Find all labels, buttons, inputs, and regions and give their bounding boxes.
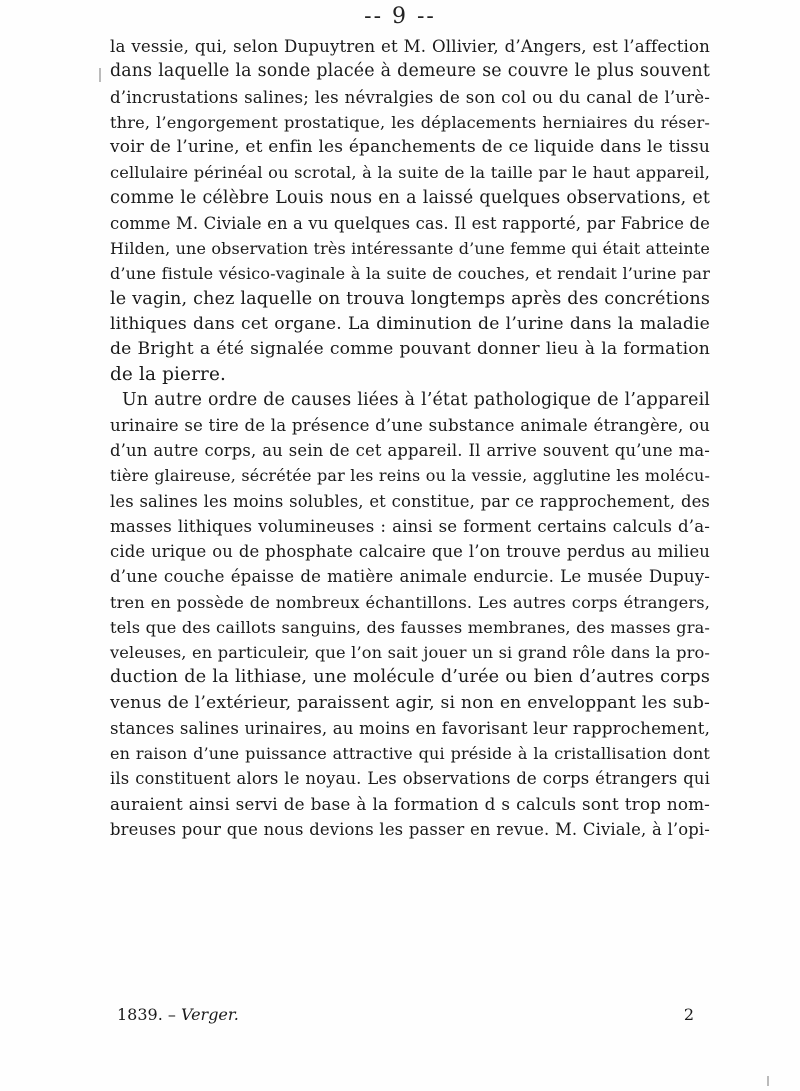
- text-line: lithiques dans cet organe. La diminution de l’urine dans la maladie: [110, 313, 710, 334]
- text-line: Hilden, une observation très intéressante d’une femme qui était atteinte: [110, 239, 711, 258]
- text-line: veleuses, en particuleir, que l’on sait jouer un si grand rôle dans la pro-: [110, 643, 710, 662]
- text-line: breuses pour que nous devions les passer en revue. M. Civiale, à l’opi-: [110, 819, 710, 839]
- text-line: tren en possède de nombreux échantillons. Les autres corps étrangers,: [110, 592, 710, 612]
- text-line: tels que des caillots sanguins, des fausses membranes, des masses gra-: [110, 617, 710, 637]
- paragraph-start-line: Un autre ordre de causes liées à l’état pathologique de l’appareil: [122, 389, 710, 410]
- text-line: d’une couche épaisse de matière animale endurcie. Le musée Dupuy-: [110, 567, 710, 587]
- text-line: thre, l’engorgement prostatique, les déplacements herniaires du réser-: [110, 112, 710, 132]
- page-footer: [117, 1003, 694, 1027]
- text-line: venus de l’extérieur, paraissent agir, si non en enveloppant les sub-: [110, 692, 710, 713]
- printer-signature: [117, 1003, 239, 1027]
- text-line: d’une fistule vésico-vaginale à la suite de couches, et rendait l’urine par: [110, 264, 710, 284]
- text-line: duction de la lithiase, une molécule d’urée ou bien d’autres corps: [110, 667, 710, 688]
- text-line: de Bright a été signalée comme pouvant donner lieu à la formation: [110, 339, 710, 359]
- text-line: tière glaireuse, sécrétée par les reins ou la vessie, agglutine les molécu-: [110, 466, 710, 486]
- text-line: comme le célèbre Louis nous en a laissé quelques observations, et: [110, 187, 710, 208]
- margin-mark: [767, 1076, 769, 1086]
- text-line: stances salines urinaires, au moins en favorisant leur rapprochement,: [110, 718, 710, 738]
- paragraph-end-line: de la pierre.: [110, 364, 226, 386]
- text-line: la vessie, qui, selon Dupuytren et M. Ollivier, d’Angers, est l’affection: [110, 37, 710, 56]
- text-line: cide urique ou de phosphate calcaire que l’on trouve perdus au milieu: [110, 542, 710, 561]
- text-line: le vagin, chez laquelle on trouva longtemps après des concrétions: [110, 288, 710, 309]
- signature-year: 1839. –: [117, 1005, 176, 1024]
- text-line: comme M. Civiale en a vu quelques cas. Il est rapporté, par Fabrice de: [110, 213, 710, 233]
- text-line: d’incrustations salines; les névralgies de son col ou du canal de l’urè-: [110, 87, 710, 107]
- text-line: d’un autre corps, au sein de cet appareil. Il arrive souvent qu’une ma-: [110, 441, 710, 460]
- text-line: auraient ainsi servi de base à la formation d s calculs sont trop nom-: [110, 793, 710, 814]
- text-line: en raison d’une puissance attractive qui préside à la cristallisation dont: [110, 744, 710, 763]
- margin-mark: [99, 68, 101, 82]
- text-line: ils constituent alors le noyau. Les observations de corps étrangers qui: [110, 769, 710, 789]
- text-line: voir de l’urine, et enfin les épanchements de ce liquide dans le tissu: [110, 137, 710, 157]
- text-line: urinaire se tire de la présence d’une substance animale étrangère, ou: [110, 415, 710, 435]
- body-text: [110, 34, 710, 842]
- text-line: masses lithiques volumineuses : ainsi se forment certains calculs d’a-: [110, 516, 710, 536]
- text-line: cellulaire périnéal ou scrotal, à la suite de la taille par le haut appareil,: [110, 163, 710, 183]
- sheet-number: 2: [683, 1005, 694, 1024]
- text-line: les salines les moins solubles, et constitue, par ce rapprochement, des: [110, 491, 710, 511]
- text-line: dans laquelle la sonde placée à demeure se couvre le plus souvent: [110, 61, 710, 82]
- page-number: -- 9 --: [364, 4, 436, 29]
- signature-name: Verger.: [180, 1005, 239, 1024]
